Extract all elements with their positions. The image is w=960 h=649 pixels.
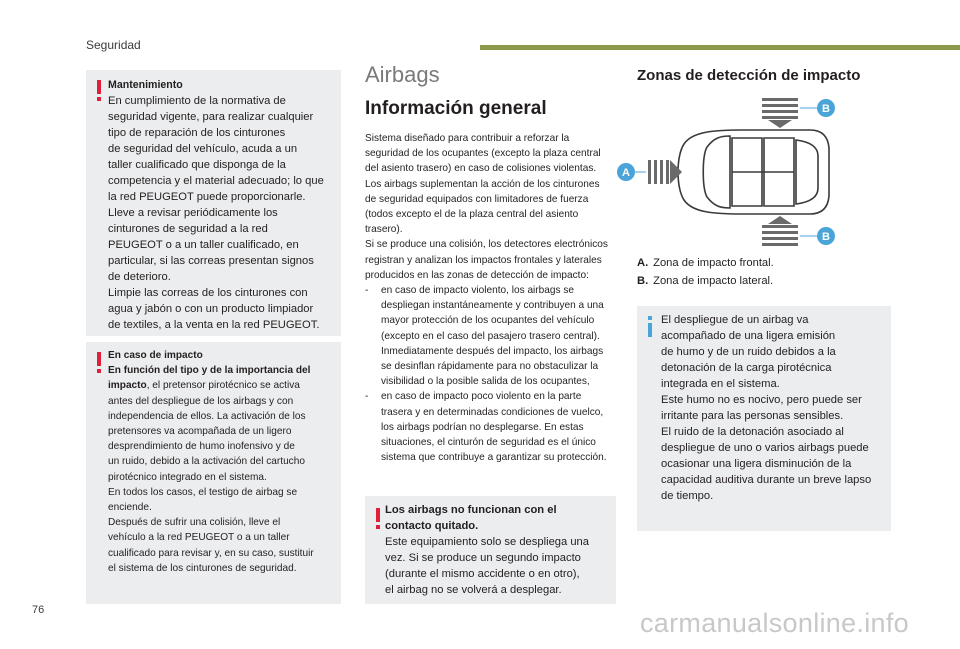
list-line: los airbags podrían no desplegarse. En estas [381,421,584,433]
airbag-warning-text [385,502,613,598]
intro-line: trasero). [365,224,403,236]
impact-line: el sistema de los cinturones de seguridad. [108,562,297,574]
impact-lead-rest: , el pretensor pirotécnico se activa [146,380,300,392]
list-line: sistema que contribuye a garantizar su protección. [381,452,607,464]
legend-text: Zona de impacto frontal. [653,257,774,269]
impact-title: En caso de impacto [108,350,203,361]
info-line: integrada en el sistema. [661,378,780,390]
car-outline [678,130,829,214]
airbag-warning-box [365,496,616,604]
info-line: despliegue de uno o varios airbags puede [661,442,869,454]
info-line: detonación de la carga pirotécnica [661,362,832,374]
maintenance-line: de deterioro. [108,271,171,283]
maintenance-line: tipo de reparación de los cinturones [108,127,286,139]
bottom-lateral-zone [762,216,798,246]
info-line: acompañado de una ligera emisión [661,330,836,342]
legend-row-b [637,273,773,289]
impact-line: independencia de ellos. La activación de los [108,410,306,422]
airbags-body [365,131,615,465]
impact-line: pirotécnico integrado en el sistema. [108,471,267,483]
list-line: en caso de impacto violento, los airbags se [381,285,575,297]
impact-line: cualificado para revisar y, en su caso, sustituir [108,547,314,559]
impact-lead [108,378,340,393]
smoke-info-box [637,306,891,531]
intro-line: registran y analizan los impactos frontales y laterales [365,254,602,266]
maintenance-warning-box [86,70,341,336]
impact-line: enciende. [108,502,152,514]
impact-lead-bold: En función del tipo y de la importancia del [108,365,311,377]
intro-line: seguridad de los ocupantes (excepto la plaza central [365,148,601,160]
list-dash: - [365,391,369,403]
header-accent-bar [480,45,960,50]
maintenance-line: PEUGEOT o a un taller cualificado, en [108,239,299,251]
airbag-warning-line: vez. Si se produce un segundo impacto [385,552,581,564]
intro-line: Los airbags suplementan la acción de los cinturones [365,178,600,190]
airbag-warning-title: contacto quitado. [385,520,479,532]
label-b-top: B [822,103,830,115]
page-number: 76 [32,604,45,616]
intro-line: (todos excepto el de la plaza central del asiento [365,209,579,221]
maintenance-line: la red PEUGEOT puede proporcionarle. [108,191,306,203]
smoke-info-text [661,312,889,504]
list-line: situaciones, el cinturón de seguridad es el único [381,437,596,449]
maintenance-line: En cumplimiento de la normativa de [108,95,286,107]
maintenance-line: Lleve a revisar periódicamente los [108,207,278,219]
warning-icon [374,508,381,529]
impact-line: un ruido, debido a la activación del cartucho [108,456,305,468]
legend-key: B. [637,275,649,287]
impact-text [108,348,340,576]
maintenance-title: Mantenimiento [108,79,183,91]
list-line: mayor protección de los ocupantes del vehículo [381,315,595,327]
impact-line: desprendimiento de humo inofensivo y de [108,441,295,453]
intro-line: producidos en las zonas de detección de impacto: [365,269,589,281]
zones-title: Zonas de detección de impacto [637,67,861,84]
info-line: de humo y de un ruido debidos a la [661,346,836,358]
legend-row-a [637,255,774,271]
impact-zones-diagram [612,92,852,252]
list-line: trasera y en determinadas condiciones de vuelco, [381,406,604,418]
warning-icon [95,352,102,373]
info-line: El despliegue de un airbag va [661,314,809,326]
label-a: A [622,167,630,179]
maintenance-line: taller cualificado que disponga de la [108,159,286,171]
maintenance-line: Limpie las correas de los cinturones con [108,287,308,299]
maintenance-line: agua y jabón o con un producto limpiador [108,303,314,315]
list-line: en caso de impacto poco violento en la parte [381,391,582,403]
intro-line: del asiento trasero) en caso de colisiones violentas. [365,163,597,175]
label-b-bottom-badge [817,227,835,245]
impact-line: antes del despliegue de los airbags y con [108,395,294,407]
maintenance-line: seguridad vigente, para realizar cualquier [108,111,314,123]
chapter-title: Airbags [365,62,440,87]
info-line: ocasionar una ligera disminución de la [661,458,852,470]
warning-icon [95,80,102,101]
info-line: capacidad auditiva durante un breve lapso [661,474,872,486]
airbag-warning-line: (durante el mismo accidente o en otro), [385,568,580,580]
top-lateral-zone [762,98,798,128]
maintenance-line: de textiles, a la venta en la red PEUGEOT. [108,319,320,331]
airbag-warning-line: el airbag no se volverá a desplegar. [385,584,562,596]
label-b-bottom: B [822,231,830,243]
list-line: despliegan instantáneamente y contribuyen a una [381,300,604,312]
legend-text: Zona de impacto lateral. [653,275,774,287]
impact-lead-bold-word: impacto [108,380,147,392]
info-line: irritante para las personas sensibles. [661,410,844,422]
list-item [365,389,615,465]
intro-line: Sistema diseñado para contribuir a reforzar la [365,133,570,144]
legend-key: A. [637,257,649,269]
impact-line: vehículo a la red PEUGEOT o a un taller [108,532,290,544]
list-dash: - [365,285,369,297]
maintenance-text [108,77,338,333]
info-line: de tiempo. [661,490,714,502]
list-line: Inmediatamente después del impacto, los airbags [381,345,604,357]
maintenance-line: de seguridad del vehículo, acuda a un [108,143,298,155]
frontal-zone-bars [648,160,682,184]
list-line: (excepto en el caso del pasajero trasero central). [381,330,600,342]
airbag-warning-line: Este equipamiento solo se despliega una [385,536,590,548]
label-b-top-badge [817,99,835,117]
info-icon [646,316,653,337]
maintenance-line: competencia y el material adecuado; lo que [108,175,324,187]
impact-line: En todos los casos, el testigo de airbag se [108,486,298,498]
info-line: El ruido de la detonación asociado al [661,426,844,438]
impact-warning-box [86,342,341,604]
label-a-badge [617,163,635,181]
list-item [365,283,615,389]
maintenance-line: cinturones de seguridad a la red [108,223,268,235]
list-line: visibilidad o la posible salida de los ocupantes, [381,376,590,388]
intro-line: Si se produce una colisión, los detectores electrónicos [365,239,608,251]
impact-line: Después de sufrir una colisión, lleve el [108,517,281,529]
airbag-warning-title: Los airbags no funcionan con el [385,504,557,516]
section-title: Información general [365,98,547,119]
impact-line: pretensores va acompañada de un ligero [108,426,292,438]
watermark: carmanualsonline.info [640,608,909,638]
list-line: se desinflan rápidamente para no obstaculizar la [381,361,599,373]
section-label: Seguridad [86,38,141,52]
info-line: Este humo no es nocivo, pero puede ser [661,394,862,406]
intro-line: de seguridad equipados con limitadores de fuerza [365,193,589,205]
maintenance-line: particular, si las correas presentan signos [108,255,314,267]
